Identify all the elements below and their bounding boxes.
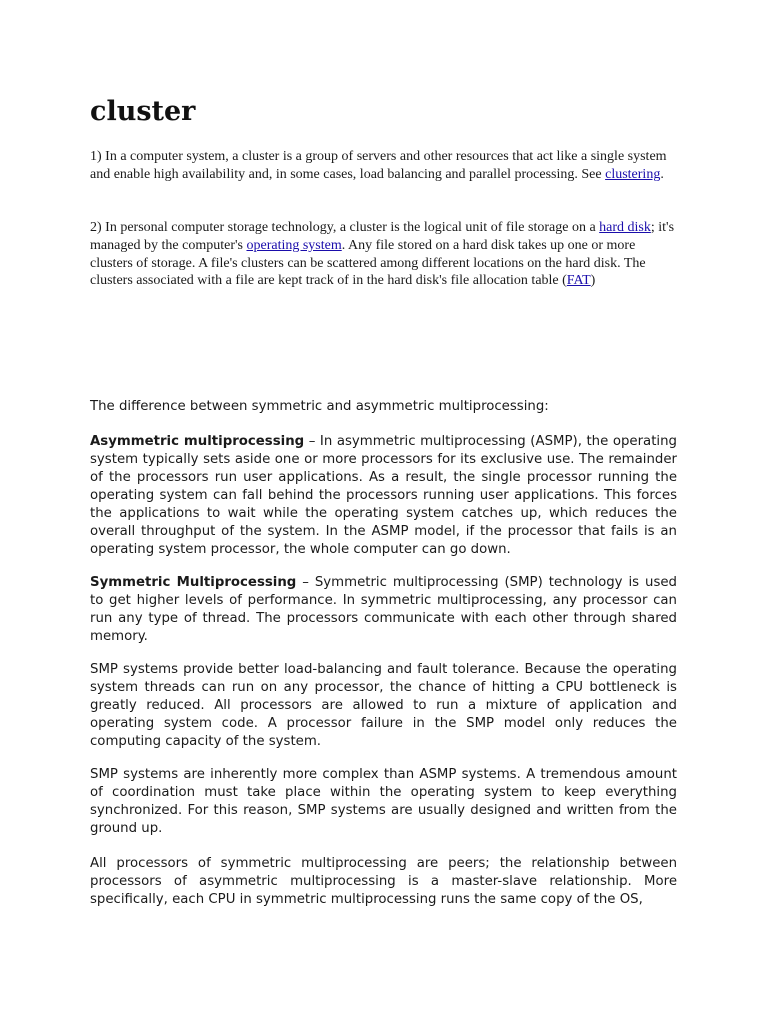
definition-2-text-b: ; it's managed by the computer's: [90, 220, 675, 253]
definition-2-text-a: 2) In personal computer storage technology, a cluster is the logical unit of file storage on a: [90, 220, 600, 235]
asymmetric-term: Asymmetric multiprocessing: [90, 434, 305, 449]
clustering-link[interactable]: clustering: [605, 166, 661, 182]
smp-advantages-paragraph: SMP systems provide better load-balancing and fault tolerance. Because the operating system threads can run on any processor, the chance of hitting a CPU bottleneck is greatly reduced. All processors are allowed to run a mixture of application and operating system code. A processor failure in the SMP model only reduces the computing capacity of the system.: [90, 662, 677, 749]
definition-1-text: 1) In a computer system, a cluster is a group of servers and other resources that act like a single system and enable high availability and, in some cases, load balancing and parallel processing. See: [90, 149, 667, 182]
definition-1: [90, 148, 677, 184]
definition-2-text-d: ): [590, 273, 596, 289]
definition-2: [90, 219, 677, 290]
definition-1-end: .: [660, 166, 664, 182]
asymmetric-paragraph: [90, 433, 677, 559]
fat-link[interactable]: FAT: [566, 273, 591, 289]
definition-2-text-c: . Any file stored on a hard disk takes up one or more clusters of storage. A file's clusters can be scattered among different locations on the hard disk. The clusters associated with a file are kept track of in the hard disk's file allocation table (: [90, 237, 646, 289]
asymmetric-text: – In asymmetric multiprocessing (ASMP), the operating system typically sets aside one or more processors for its exclusive use. The remainder of the processors run user applications. As a result, the single processor running the operating system can fall behind the processors running user applications. This forces the applications to wait while the operating system catches up, which reduces the overall throughput of the system. In the ASMP model, if the processor that fails is an operating system processor, the whole computer can go down.: [90, 434, 677, 557]
operating-system-link[interactable]: operating system: [246, 237, 342, 253]
page-title: cluster: [90, 96, 196, 127]
symmetric-term: Symmetric Multiprocessing: [90, 575, 297, 590]
smp-complexity-paragraph: SMP systems are inherently more complex than ASMP systems. A tremendous amount of coordination must take place within the operating system to keep everything synchronized. For this reason, SMP systems are usually designed and written from the ground up.: [90, 767, 677, 836]
hard-disk-link[interactable]: hard disk: [599, 220, 651, 235]
symmetric-paragraph: [90, 574, 677, 646]
symmetric-text: – Symmetric multiprocessing (SMP) technology is used to get higher levels of performance. In symmetric multiprocessing, any processor can run any type of thread. The processors communicate with each other through shared memory.: [90, 575, 678, 644]
peers-paragraph: All processors of symmetric multiprocessing are peers; the relationship between processors of asymmetric multiprocessing is a master-slave relationship. More specifically, each CPU in symmetric multiprocessing runs the same copy of the OS,: [90, 856, 677, 907]
section-intro: The difference between symmetric and asymmetric multiprocessing:: [90, 399, 549, 414]
